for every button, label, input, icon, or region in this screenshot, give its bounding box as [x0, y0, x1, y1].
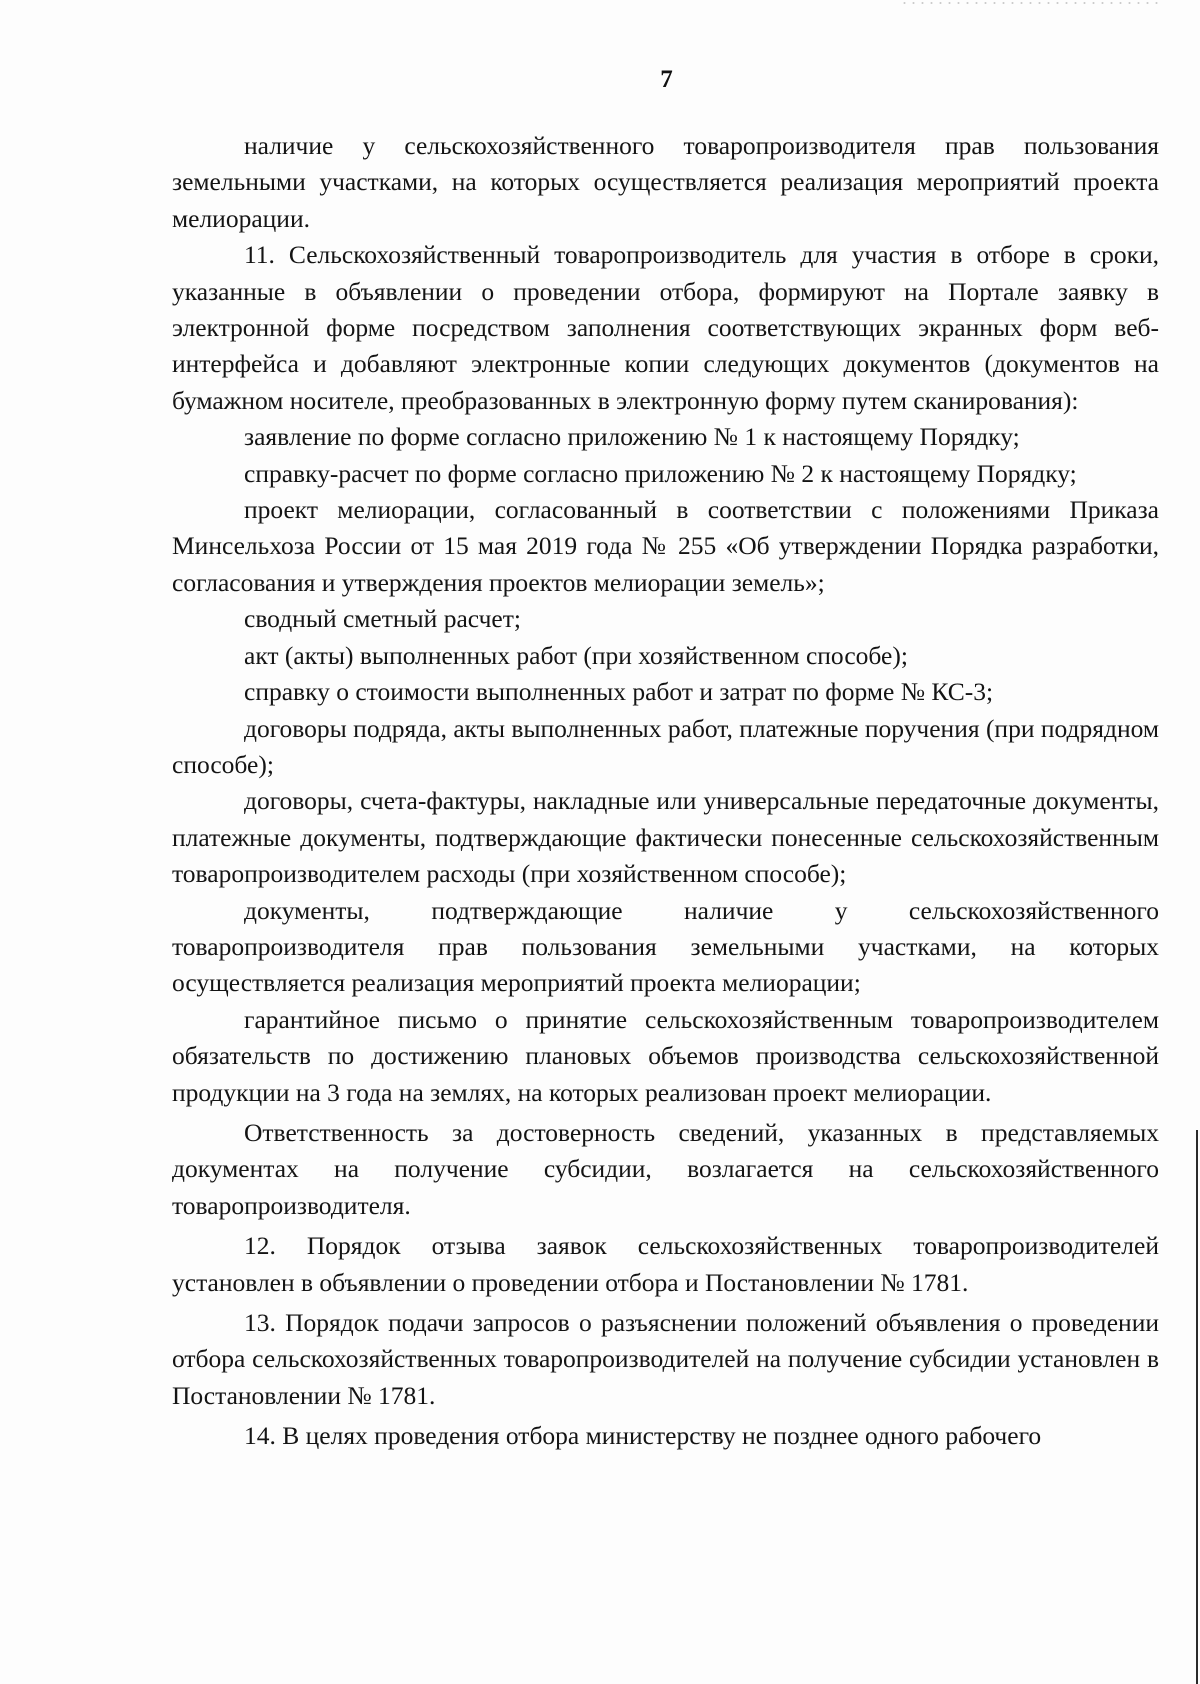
paragraph-item-13: 13. Порядок подачи запросов о разъяснении положений объявления о проведении отбора сельскохозяйственных товаропроизводителей на получение субсидии установлен в Постановлении № 1781.	[172, 1308, 1159, 1410]
page-number: 7	[660, 66, 673, 93]
list-item-work-acts: акт (акты) выполненных работ (при хозяйственном способе);	[244, 640, 908, 670]
list-item-contracts: договоры подряда, акты выполненных работ, платежные поручения (при подрядном способе);	[172, 713, 1159, 779]
list-item-land-documents: документы, подтверждающие наличие у сельскохозяйственного товаропроизводителя прав пользования земельными участками, на которых осуществляется реализация мероприятий проекта мелиорации;	[172, 895, 1159, 998]
list-item-application: заявление по форме согласно приложению № 1 к настоящему Порядку;	[244, 422, 1020, 452]
list-item-melioration-project: проект мелиорации, согласованный в соответствии с положениями Приказа Минсельхоза России от 15 мая 2019 года № 255 «Об утверждении Порядка разработки, согласования и утверждения проектов мелиорации земель»;	[172, 495, 1159, 597]
paragraph-land-rights: наличие у сельскохозяйственного товаропроизводителя прав пользования земельными участками, на которых осуществляется реализация мероприятий проекта мелиорации.	[172, 131, 1159, 233]
document-body	[172, 128, 1159, 1455]
scan-artifact-top	[900, 0, 1160, 6]
list-item-invoices: договоры, счета-фактуры, накладные или универсальные передаточные документы, платежные документы, подтверждающие фактически понесенные сельскохозяйственным товаропроизводителем расходы (при хозяйственном способе);	[172, 786, 1159, 889]
scan-edge-line	[1196, 1130, 1198, 1684]
paragraph-item-11: 11. Сельскохозяйственный товаропроизводитель для участия в отборе в сроки, указанные в объявлении о проведении отбора, формируют на Портале заявку в электронной форме посредством заполнения соответствующих экранных форм веб-интерфейса и добавляют электронные копии следующих документов (документов на бумажном носителе, преобразованных в электронную форму путем сканирования):	[172, 240, 1159, 415]
list-item-guarantee-letter: гарантийное письмо о принятие сельскохозяйственным товаропроизводителем обязательств по достижению плановых объемов производства сельскохозяйственной продукции на 3 года на землях, на которых реализован проект мелиорации.	[172, 1004, 1159, 1107]
paragraph-item-12: 12. Порядок отзыва заявок сельскохозяйственных товаропроизводителей установлен в объявлении о проведении отбора и Постановлении № 1781.	[172, 1231, 1159, 1297]
paragraph-item-14: 14. В целях проведения отбора министерству не позднее одного рабочего	[244, 1421, 1042, 1451]
list-item-ks3-certificate: справку о стоимости выполненных работ и затрат по форме № КС-3;	[244, 677, 994, 707]
paragraph-responsibility: Ответственность за достоверность сведений, указанных в представляемых документах на получение субсидии, возлагается на сельскохозяйственного товаропроизводителя.	[172, 1117, 1159, 1220]
list-item-estimate: сводный сметный расчет;	[244, 604, 521, 634]
list-item-calculation: справку-расчет по форме согласно приложению № 2 к настоящему Порядку;	[244, 458, 1077, 488]
